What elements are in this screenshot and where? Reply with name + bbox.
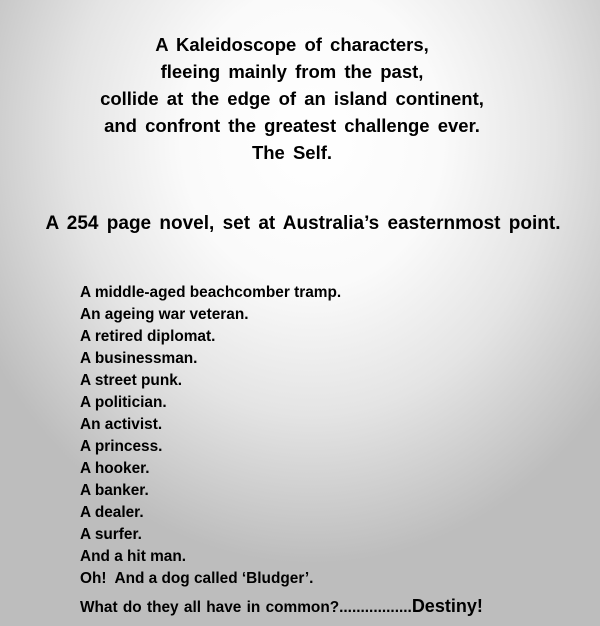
closing-question: What do they all have in common?.................: [80, 599, 412, 616]
character-item: A street punk.: [80, 372, 183, 389]
intro-line: The Self.: [251, 142, 333, 163]
character-list: [80, 282, 341, 590]
character-item: A politician.: [80, 394, 167, 411]
character-item: A surfer.: [80, 526, 142, 543]
intro-line: and confront the greatest challenge ever.: [104, 115, 480, 136]
character-item: An ageing war veteran.: [80, 306, 249, 323]
character-item: A middle-aged beachcomber tramp.: [80, 284, 342, 301]
character-item: A dealer.: [80, 504, 144, 521]
novel-tagline: A 254 page novel, set at Australia’s easternmost point.: [45, 213, 561, 234]
intro-line: fleeing mainly from the past,: [160, 61, 424, 82]
closing-answer: Destiny!: [411, 596, 483, 616]
intro-blurb: [0, 31, 584, 166]
character-item: And a hit man.: [80, 548, 187, 565]
character-item: A princess.: [80, 438, 163, 455]
character-item: A businessman.: [80, 350, 198, 367]
intro-line: collide at the edge of an island continent,: [100, 88, 484, 109]
intro-line: A Kaleidoscope of characters,: [155, 34, 429, 55]
character-item: A hooker.: [80, 460, 150, 477]
character-item: Oh! And a dog called ‘Bludger’.: [80, 570, 314, 587]
character-item: A banker.: [80, 482, 149, 499]
character-item: A retired diplomat.: [80, 328, 216, 345]
closing-line: [80, 592, 483, 622]
character-item: An activist.: [80, 416, 163, 433]
